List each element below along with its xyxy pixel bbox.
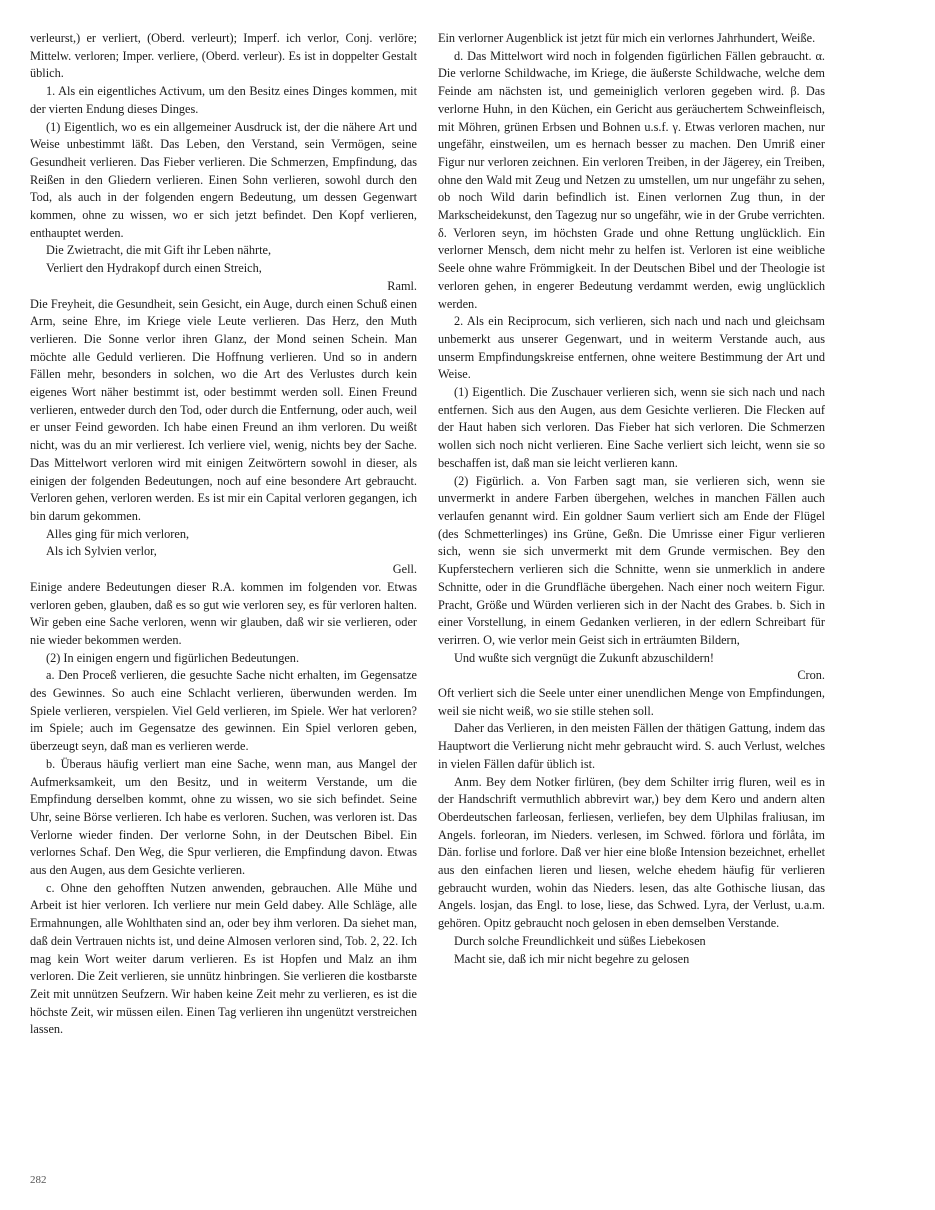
indented-paragraph: 1. Als ein eigentliches Activum, um den Besitz eines Dinges kommen, mit der vierten Endung dieses Dinges. xyxy=(30,84,417,116)
indented-paragraph: Anm. Bey dem Notker firlüren, (bey dem Schilter irrig fluren, weil es in der Handschrift vermuthlich abbrevirt war,) bey dem Kero und andern alten Oberdeutschen farleosan, ferliesen, verliefen, bey dem Ulphilas fraliusan, im Angels. forleoran, im Nieders. verlesen, im Schwed. förlora und förlåta, im Dän. forlise und forlore. Daß ver hier eine bloße Intension bezeichnet, erhellet aus den einfachen lieren und liesen, welche ehedem häufig für verlieren gebraucht wurden, wohin das Nieders. lesen, das alte Gothische liusan, das Angels. losjan, das Engl. to lose, liese, das Schwed. Lyra, der Verlust, u.a.m. gehören. Opitz gebraucht noch gelosen in eben demselben Verstande. xyxy=(438,774,825,931)
verse-line: Als ich Sylvien verlor, xyxy=(46,544,157,559)
right-column xyxy=(438,30,825,968)
paragraph: Oft verliert sich die Seele unter einer unendlichen Menge von Empfindungen, weil sie nicht weiß, wo sie stille stehen soll. xyxy=(438,686,825,718)
verse-line: Durch solche Freundlichkeit und süßes Liebekosen xyxy=(454,933,706,948)
quote-source: Raml. xyxy=(387,278,417,293)
indented-paragraph: d. Das Mittelwort wird noch in folgenden figürlichen Fällen gebraucht. α. Die verlorne Schildwache, im Kriege, die äußerste Schildwache, welche dem Feinde am nächsten ist, und gemeiniglich verloren gegeben wird. β. Das verlorne Huhn, in den Küchen, ein Gericht aus geräuchertem Schweinfleisch, mit Möhren, grünen Erbsen und Bohnen u.s.f. γ. Etwas verloren machen, nur ungefähr, einstweilen, um es hernach besser zu machen. Den Umriß einer Figur nur verloren zeichnen. Ein verloren Treiben, in der Jägerey, ein Treiben, ohne den Wald mit Zeug und Netzen zu umstellen, um nur ungefähr zu sehen, ob noch Wild darin befindlich ist. Einen verlornen Zug thun, in der Markscheidekunst, den Tagezug nur so ungefähr, wie in der Grube verrichten. δ. Verloren seyn, im höchsten Grade und ohne Rettung unglücklich. Ein verlorner Mensch, dem nicht mehr zu helfen ist. Verloren ist eine weibliche Seele ohne wahre Frömmigkeit. In der Deutschen Bibel und der Theologie ist verloren gehen, in engerer Bedeutung verdammt werden, ewig unglücklich werden. xyxy=(438,48,825,311)
indented-paragraph: 2. Als ein Reciprocum, sich verlieren, sich nach und nach und gleichsam unbemerkt aus unserer Gegenwart, und in weiterm Verstande auch, aus unserm Empfindungskreise entfernen, ohne weitere Bestimmung der Art und Weise. xyxy=(438,314,825,382)
verse-line: Alles ging für mich verloren, xyxy=(46,526,190,541)
verse-line: Macht sie, daß ich mir nicht begehre zu gelosen xyxy=(454,951,690,966)
paragraph: Ein verlorner Augenblick ist jetzt für mich ein verlornes Jahrhundert, Weiße. xyxy=(438,31,816,45)
indented-paragraph: c. Ohne den gehofften Nutzen anwenden, gebrauchen. Alle Mühe und Arbeit ist hier verloren. Ich verliere nur mein Geld dabey. Alle Schläge, alle Ermahnungen, alle Wohlthaten sind an, oder bey ihm verloren. Da siehet man, daß dein Vertrauen nichts ist, und deine Almosen verloren sind, Tob. 2, 22. Ich mag kein Wort weiter darum verlieren. Es ist Hopfen und Malz an ihm verloren. Die Zeit verlieren, sie unnütz hinbringen. Sie verlieren die kostbarste Zeit mit unnützen Seufzern. Wir haben keine Zeit mehr zu verlieren, es ist die höchste Zeit, wir müssen eilen. Einen Tag verlieren ihn ungenützt verstreichen lassen. xyxy=(30,880,417,1037)
paragraph: verleurst,) er verliert, (Oberd. verleurt); Imperf. ich verlor, Conj. verlöre; Mittelw. verloren; Imper. verliere, (Oberd. verleur). Es ist in doppelter Gestalt üblich. xyxy=(30,31,417,81)
verse-line: Die Zwietracht, die mit Gift ihr Leben nährte, xyxy=(46,243,272,258)
quote-source: Gell. xyxy=(392,562,417,577)
indented-paragraph: (2) In einigen engern und figürlichen Bedeutungen. xyxy=(46,650,300,665)
indented-paragraph: (1) Eigentlich. Die Zuschauer verlieren sich, wenn sie sich nach und nach entfernen. Sich aus den Augen, aus dem Gesichte verlieren. Die Flecken auf der Haut haben sich verloren. Das Fieber hat sich verloren. Die Schmerzen wollen sich noch nicht verlieren. Eine Sache verliert sich leicht, wenn sie so beschaffen ist, daß man sie leicht verlieren kann. xyxy=(438,385,825,470)
paragraph: Die Freyheit, die Gesundheit, sein Gesicht, ein Auge, durch einen Schuß einen Arm, seine Ehre, im Kriege viele Leute verlieren. Das Herz, den Muth verlieren. Die Sonne verlor ihren Glanz, der Mond seinen Schein. Man möchte alle Geduld verlieren. Die Hoffnung verlieren. Und so in andern Fällen mehr, besonders in solchen, wo die Art des Verlustes durch kein eigenes Wort näher bestimmt ist, oder bestimmt werden soll. Einen Freund verlieren, entweder durch den Tod, oder durch die Entfernung, oder auch, weil er unser Feind geworden. Ich habe einen Freund an ihm verloren. Du weißt nicht, was du an mir verlierest. Ich verliere viel, wenig, nichts bey der Sache. Das Mittelwort verloren wird mit einigen Zeitwörtern sowohl in dieser, als einigen der folgenden Bedeutungen, noch auf eine besondere Art gebraucht. Verloren gehen, verloren werden. Es ist mir ein Capital verloren gegangen, ich bin darum gekommen. xyxy=(30,296,417,523)
verse-line: Verliert den Hydrakopf durch einen Streich, xyxy=(46,261,262,276)
verse-line: Und wußte sich vergnügt die Zukunft abzuschildern! xyxy=(454,650,714,665)
indented-paragraph: a. Den Proceß verlieren, die gesuchte Sache nicht erhalten, im Gegensatze des Gewinnes. So auch eine Schlacht verlieren, überwunden werden. Im Spiele verlieren, verspielen. Viel Geld verlieren, im Spiele. Wer hat verloren? im Spiele; auch im Gegensatze des gewinnen. Ein Spiel verloren geben, überzeugt seyn, daß man es verlieren werde. xyxy=(30,668,417,754)
left-column xyxy=(30,30,417,1039)
indented-paragraph: b. Überaus häufig verliert man eine Sache, wenn man, aus Mangel der Aufmerksamkeit, um den Besitz, und in weiterm Verstande, um die Empfindung derselben kommt, ohne zu wissen, wo sie sich befindet. Seine Uhr, seine Börse verlieren. Ich habe es verloren. Suchen, was verloren ist. Das Verlorne wieder finden. Der verlorne Sohn, in der Deutschen Bibel. Ein verlornes Schaf. Den Weg, die Spur verlieren, die Empfindung davon. Etwas aus den Augen, aus dem Gesichte verlieren. xyxy=(30,756,417,878)
indented-paragraph: (2) Figürlich. a. Von Farben sagt man, sie verlieren sich, wenn sie unvermerkt in andere Farben übergehen, welches in manchen Fällen auch verlaufen genannt wird. Ein goldner Saum verliert sich am Ende der Flügel (des Schmetterlinges) ins Grüne, Geßn. Die Umrisse einer Figur verlieren sich, wenn sie sich unvermerkt mit dem Grunde vermischen. Bey den Kupferstechern verlieren sich die Schnitte, wenn sie unmerklich in andere Schnitte, oder in die Grundfläche übergehen. Nach einer noch weitern Figur. Pracht, Größe und Würden verlieren sich in der Nacht des Grabes. b. Sich in einer Vorstellung, in einem Gedanken verlieren, in der edlern Schreibart für verirren. O, wie verlor mein Geist sich in erträumten Bildern, xyxy=(438,473,825,647)
quote-source: Cron. xyxy=(797,668,825,683)
page-number: 282 xyxy=(30,1174,47,1186)
indented-paragraph: (1) Eigentlich, wo es ein allgemeiner Ausdruck ist, der die nähere Art und Weise unbestimmt läßt. Das Leben, den Verstand, sein Vermögen, seine Gesundheit verlieren. Das Fieber verlieren. Die Schmerzen, Empfindung, das Reißen in den Gliedern verlieren. Einen Sohn verlieren, sowohl durch den Tod, als auch in der folgenden engern Bedeutung, um dessen Gegenwart kommen, ohne zu wissen, wo er sich jetzt befindet. Den Kopf verlieren, enthauptet werden. xyxy=(30,119,417,240)
indented-paragraph: Daher das Verlieren, in den meisten Fällen der thätigen Gattung, indem das Hauptwort die Verlierung nicht mehr gebraucht wird. S. auch Verlust, welches in vielen Fällen dafür üblich ist. xyxy=(438,721,825,771)
paragraph: Einige andere Bedeutungen dieser R.A. kommen im folgenden vor. Etwas verloren geben, glauben, daß es so gut wie verloren sey, es für verloren halten. Wir geben eine Sache verloren, wenn wir glauben, daß wir sie verlieren, oder nie wieder bekommen werden. xyxy=(30,579,417,647)
